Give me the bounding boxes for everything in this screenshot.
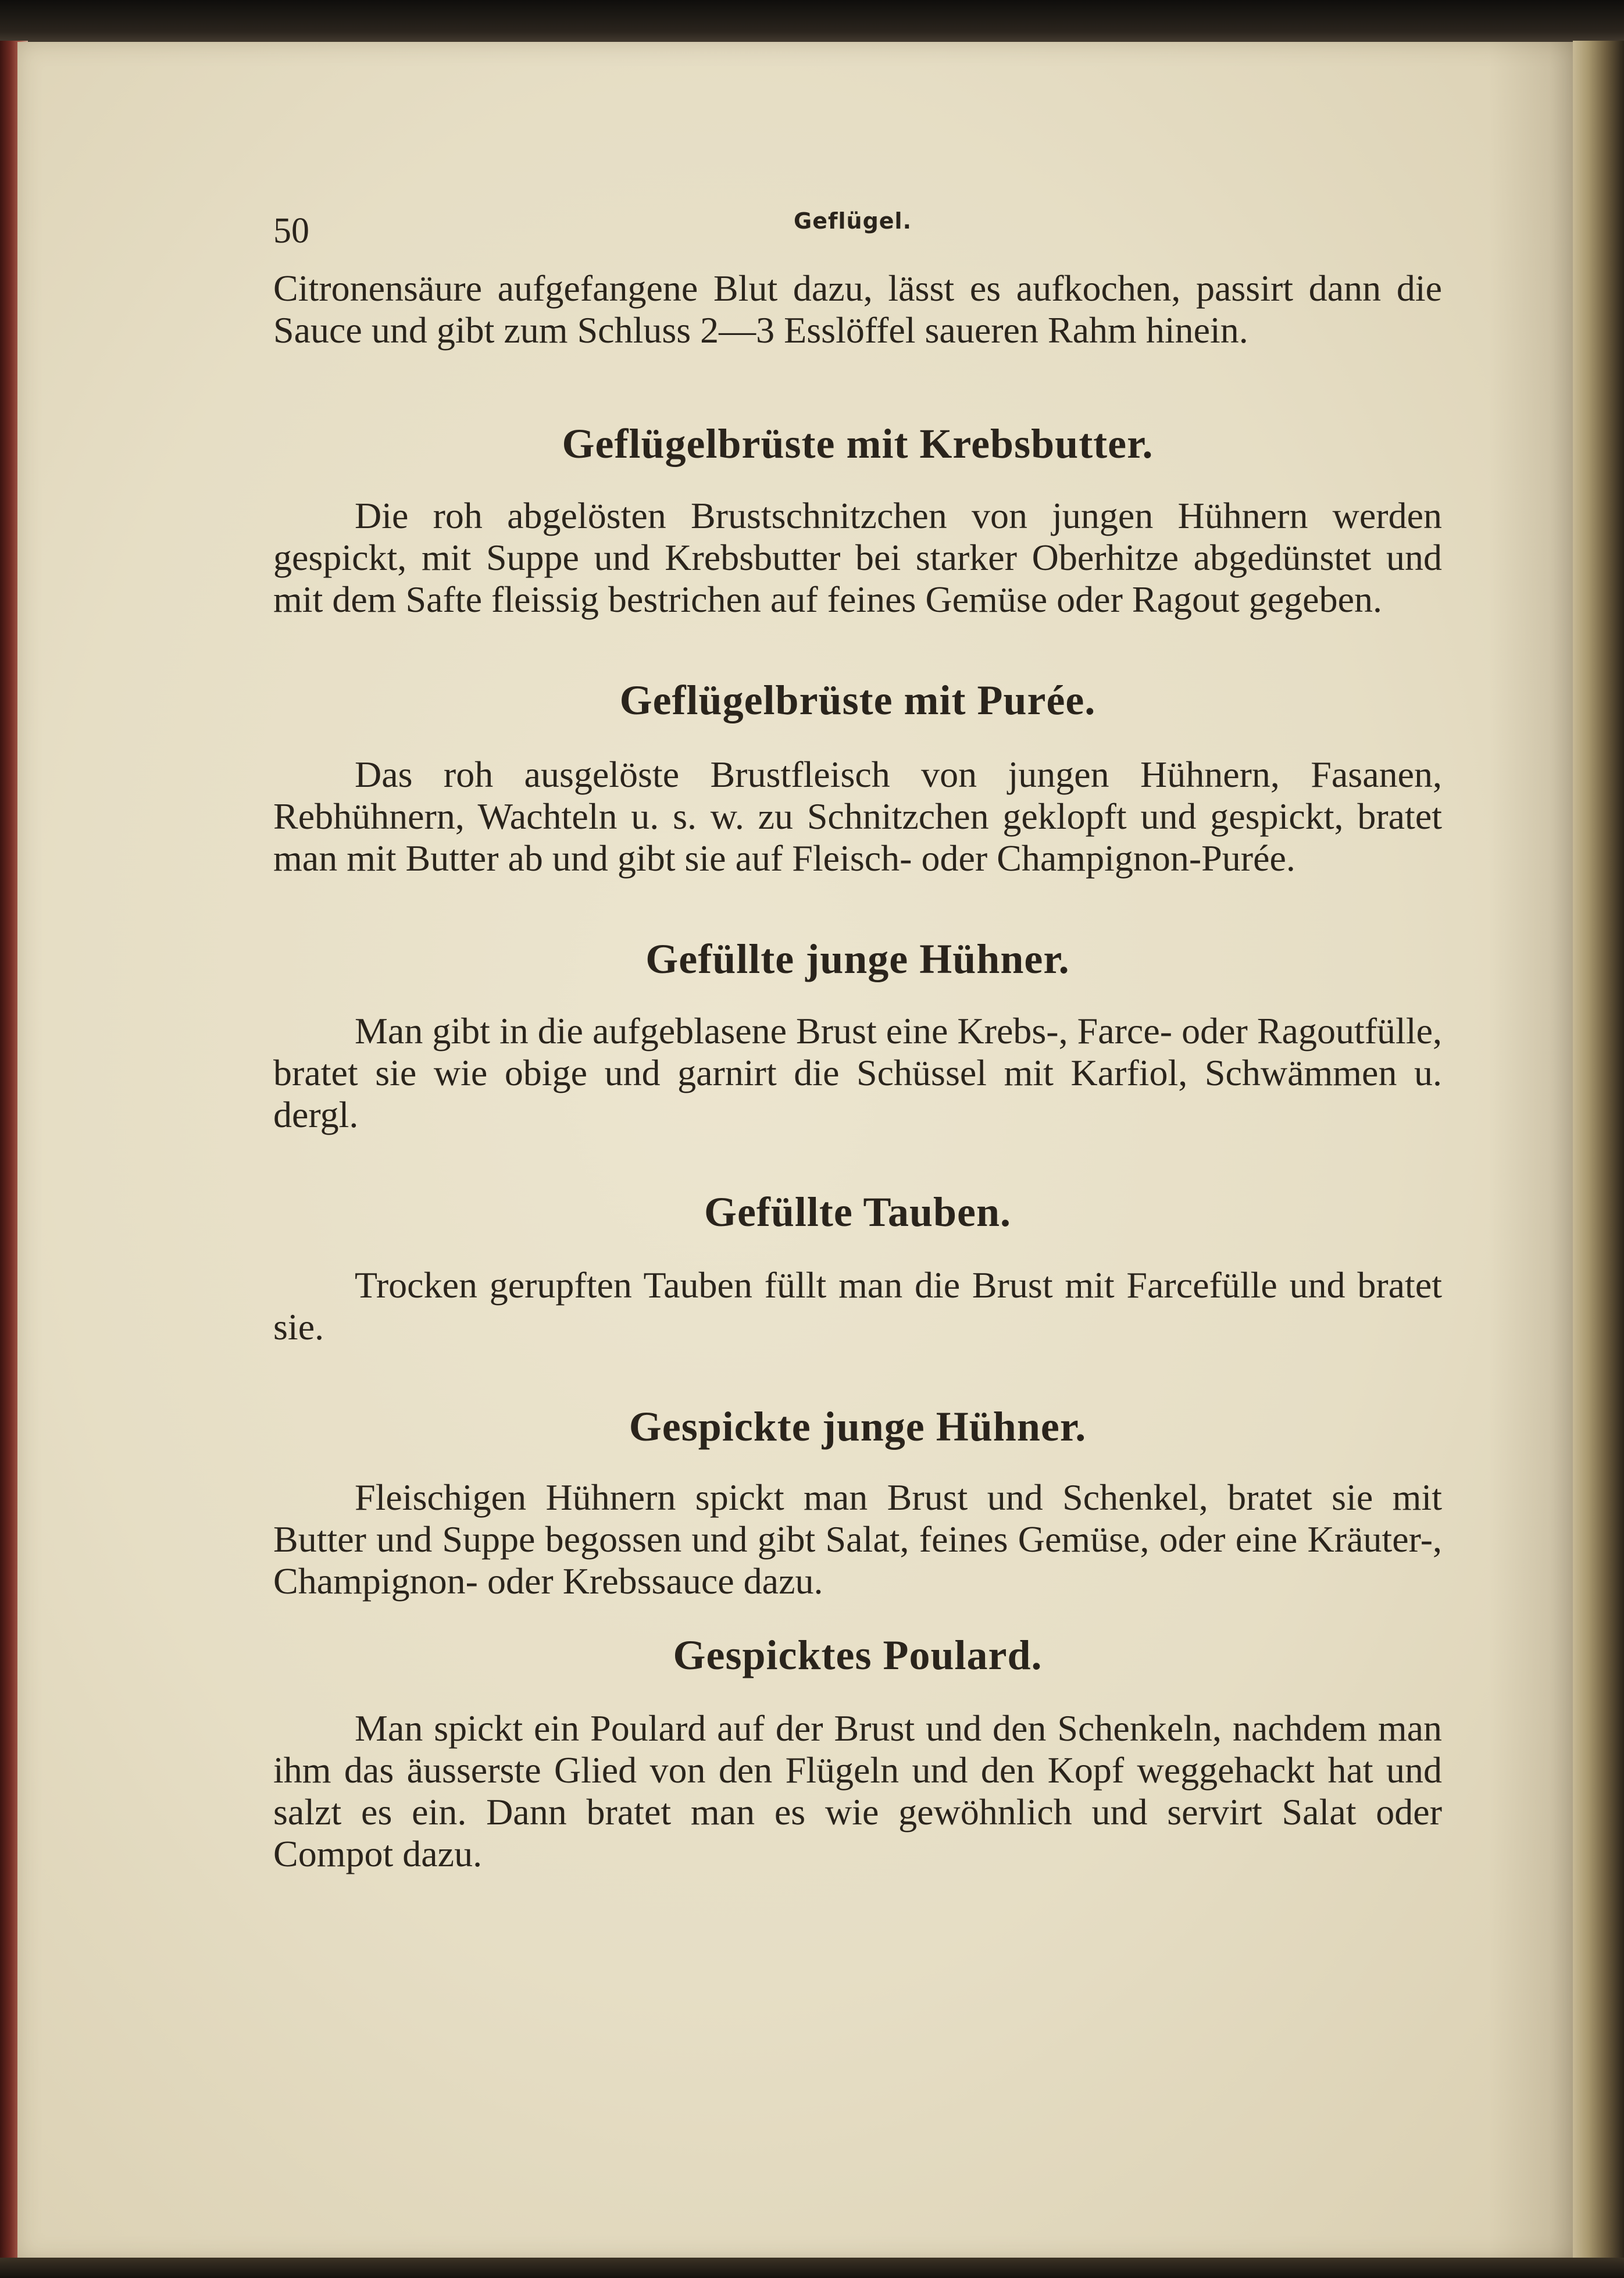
recipe-text: Das roh ausgelöste Brustfleisch von jungen Hühnern, Fasanen, Rebhühnern, Wachteln u. s. w. zu Schnitzchen geklopft und gespickt, bratet man mit Butter ab und gibt sie auf Fleisch- oder Champignon-Purée. (273, 754, 1442, 879)
recipe-title: Gefüllte junge Hühner. (645, 936, 1070, 982)
recipe-text: Man spickt ein Poulard auf der Brust und den Schenkeln, nachdem man ihm das äusserste Glied von den Flügeln und den Kopf weggehackt hat und salzt es ein. Dann bratet man es wie gewöhnlich und servirt Salat oder Compot dazu. (273, 1707, 1442, 1874)
running-head (273, 204, 1442, 268)
recipe-text: Trocken gerupften Tauben füllt man die Brust mit Farcefülle und bratet sie. (273, 1264, 1442, 1347)
recipe-title: Gespicktes Poulard. (673, 1632, 1043, 1678)
recipe-title: Gespickte junge Hühner. (629, 1403, 1087, 1450)
recipe-text: Die roh abgelösten Brustschnitzchen von jungen Hühnern werden gespickt, mit Suppe und Krebsbutter bei starker Oberhitze abgedünstet und mit dem Safte fleissig bestrichen auf feines Gemüse oder Ragout gegeben. (273, 495, 1442, 620)
gutter-shadow (1489, 42, 1576, 2261)
page-number: 50 (273, 211, 309, 251)
recipe-title: Geflügelbrüste mit Purée. (619, 677, 1096, 723)
page-stack-edge (1573, 41, 1624, 2274)
intro-paragraph: Citronensäure aufgefangene Blut dazu, lässt es aufkochen, passirt dann die Sauce und gibt zum Schluss 2—3 Esslöffel saueren Rahm hinein. (273, 268, 1442, 351)
page-content (273, 204, 1442, 1875)
book-bottom-edge (0, 2258, 1624, 2278)
recipe-title: Gefüllte Tauben. (704, 1189, 1012, 1235)
recipe-title: Geflügelbrüste mit Krebsbutter. (562, 420, 1154, 467)
running-title: Geflügel. (794, 208, 912, 234)
book-top-edge (0, 0, 1624, 45)
recipe-text: Man gibt in die aufgeblasene Brust eine Krebs-, Farce- oder Ragoutfülle, bratet sie wie obige und garnirt die Schüssel mit Karfiol, Schwämmen u. dergl. (273, 1010, 1442, 1135)
recipe-text: Fleischigen Hühnern spickt man Brust und Schenkel, bratet sie mit Butter und Suppe begossen und gibt Salat, feines Gemüse, oder eine Kräuter-, Champignon- oder Krebssauce dazu. (273, 1477, 1442, 1602)
